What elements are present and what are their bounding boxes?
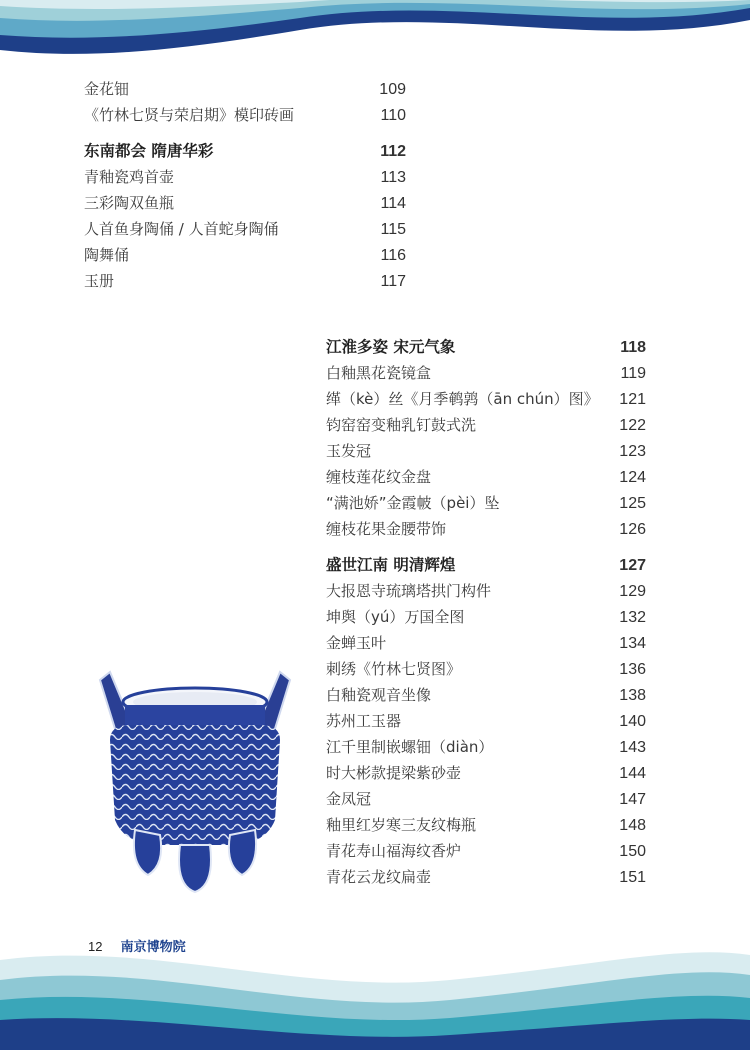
- toc-entry[interactable]: [326, 786, 646, 812]
- toc-entry[interactable]: [326, 578, 646, 604]
- toc-entry-title: 盛世江南 明清辉煌: [326, 556, 456, 574]
- blue-white-incense-burner-image: [80, 660, 310, 900]
- toc-entry-page-number: 117: [380, 273, 406, 290]
- toc-entry-title: 江千里制嵌螺钿（diàn）: [326, 738, 494, 756]
- toc-entry-title: 东南都会 隋唐华彩: [84, 142, 214, 160]
- toc-entry[interactable]: [326, 412, 646, 438]
- toc-entry[interactable]: [84, 76, 406, 102]
- toc-entry-page-number: 124: [619, 469, 646, 486]
- toc-entry[interactable]: [84, 190, 406, 216]
- toc-entry-title: 缂（kè）丝《月季鹌鹑（ān chún）图》: [326, 390, 599, 408]
- toc-entry[interactable]: [326, 656, 646, 682]
- toc-entry[interactable]: [326, 708, 646, 734]
- top-wave-decoration: [0, 0, 750, 80]
- toc-entry[interactable]: [84, 164, 406, 190]
- toc-entry-title: 青釉瓷鸡首壶: [84, 168, 175, 186]
- toc-entry[interactable]: [84, 268, 406, 294]
- toc-entry-title: 玉册: [84, 272, 115, 290]
- toc-entry-page-number: 109: [379, 81, 406, 98]
- toc-entry[interactable]: [84, 242, 406, 268]
- toc-entry-page-number: 119: [620, 365, 646, 382]
- toc-entry-page-number: 138: [619, 687, 646, 704]
- toc-entry-title: 人首鱼身陶俑 / 人首蛇身陶俑: [84, 220, 279, 238]
- toc-entry[interactable]: [326, 438, 646, 464]
- toc-entry-title: 苏州工玉器: [326, 712, 402, 730]
- toc-entry[interactable]: [326, 604, 646, 630]
- toc-entry[interactable]: [326, 838, 646, 864]
- toc-left-column: [84, 76, 406, 294]
- toc-entry-title: 青花云龙纹扁壶: [326, 868, 432, 886]
- toc-entry-title: 《竹林七贤与荣启期》模印砖画: [84, 106, 295, 124]
- toc-section-heading[interactable]: [326, 334, 646, 360]
- toc-entry[interactable]: [84, 216, 406, 242]
- toc-entry-title: 钧窑窑变釉乳钉鼓式洗: [326, 416, 477, 434]
- toc-entry[interactable]: [326, 734, 646, 760]
- toc-entry-title: 金凤冠: [326, 790, 372, 808]
- toc-entry-title: 白釉黑花瓷镜盒: [326, 364, 432, 382]
- toc-entry[interactable]: [326, 864, 646, 890]
- toc-entry-page-number: 151: [619, 869, 646, 886]
- toc-section-heading[interactable]: [84, 138, 406, 164]
- toc-entry-page-number: 148: [619, 817, 646, 834]
- toc-entry-title: 大报恩寺琉璃塔拱门构件: [326, 582, 492, 600]
- toc-entry-title: 江淮多姿 宋元气象: [326, 338, 456, 356]
- toc-entry-page-number: 123: [619, 443, 646, 460]
- toc-entry[interactable]: [326, 464, 646, 490]
- toc-entry-page-number: 112: [380, 143, 406, 160]
- toc-entry-title: 玉发冠: [326, 442, 372, 460]
- toc-entry-title: 金花钿: [84, 80, 130, 98]
- toc-entry-page-number: 122: [619, 417, 646, 434]
- toc-entry-page-number: 129: [619, 583, 646, 600]
- toc-entry-title: 陶舞俑: [84, 246, 130, 264]
- toc-entry-page-number: 125: [619, 495, 646, 512]
- toc-entry-title: 坤舆（yú）万国全图: [326, 608, 465, 626]
- toc-entry-title: 金蝉玉叶: [326, 634, 387, 652]
- toc-entry-title: “满池娇”金霞帔（pèi）坠: [326, 494, 500, 512]
- toc-entry[interactable]: [326, 682, 646, 708]
- toc-entry-title: 缠枝花果金腰带饰: [326, 520, 447, 538]
- toc-entry-title: 时大彬款提梁紫砂壶: [326, 764, 462, 782]
- toc-entry-page-number: 147: [619, 791, 646, 808]
- toc-entry-page-number: 143: [619, 739, 646, 756]
- toc-entry[interactable]: [326, 490, 646, 516]
- bottom-wave-decoration: [0, 940, 750, 1050]
- toc-entry-page-number: 132: [619, 609, 646, 626]
- toc-entry[interactable]: [84, 102, 406, 128]
- section-gap: [326, 542, 646, 552]
- toc-entry-title: 白釉瓷观音坐像: [326, 686, 432, 704]
- toc-entry-page-number: 110: [380, 107, 406, 124]
- toc-entry[interactable]: [326, 360, 646, 386]
- toc-entry-page-number: 113: [380, 169, 406, 186]
- toc-entry-page-number: 136: [619, 661, 646, 678]
- toc-entry-page-number: 114: [380, 195, 406, 212]
- toc-entry[interactable]: [326, 386, 646, 412]
- toc-entry-title: 刺绣《竹林七贤图》: [326, 660, 462, 678]
- toc-entry-title: 缠枝莲花纹金盘: [326, 468, 432, 486]
- toc-entry-page-number: 121: [619, 391, 646, 408]
- footer-page-number: 12: [88, 939, 103, 954]
- toc-entry-title: 青花寿山福海纹香炉: [326, 842, 462, 860]
- toc-entry-title: 釉里红岁寒三友纹梅瓶: [326, 816, 477, 834]
- toc-entry-page-number: 126: [619, 521, 646, 538]
- toc-entry-page-number: 134: [619, 635, 646, 652]
- section-gap: [84, 128, 406, 138]
- toc-entry-page-number: 144: [619, 765, 646, 782]
- toc-right-column: [326, 334, 646, 890]
- toc-entry[interactable]: [326, 630, 646, 656]
- toc-entry-page-number: 127: [619, 557, 646, 574]
- toc-entry-page-number: 150: [619, 843, 646, 860]
- toc-entry[interactable]: [326, 812, 646, 838]
- footer-museum-name: 南京博物院: [120, 940, 186, 955]
- toc-entry[interactable]: [326, 516, 646, 542]
- toc-section-heading[interactable]: [326, 552, 646, 578]
- toc-entry-page-number: 140: [619, 713, 646, 730]
- toc-entry[interactable]: [326, 760, 646, 786]
- toc-entry-title: 三彩陶双鱼瓶: [84, 194, 175, 212]
- toc-entry-page-number: 118: [620, 339, 646, 356]
- toc-entry-page-number: 115: [380, 221, 406, 238]
- toc-entry-page-number: 116: [380, 247, 406, 264]
